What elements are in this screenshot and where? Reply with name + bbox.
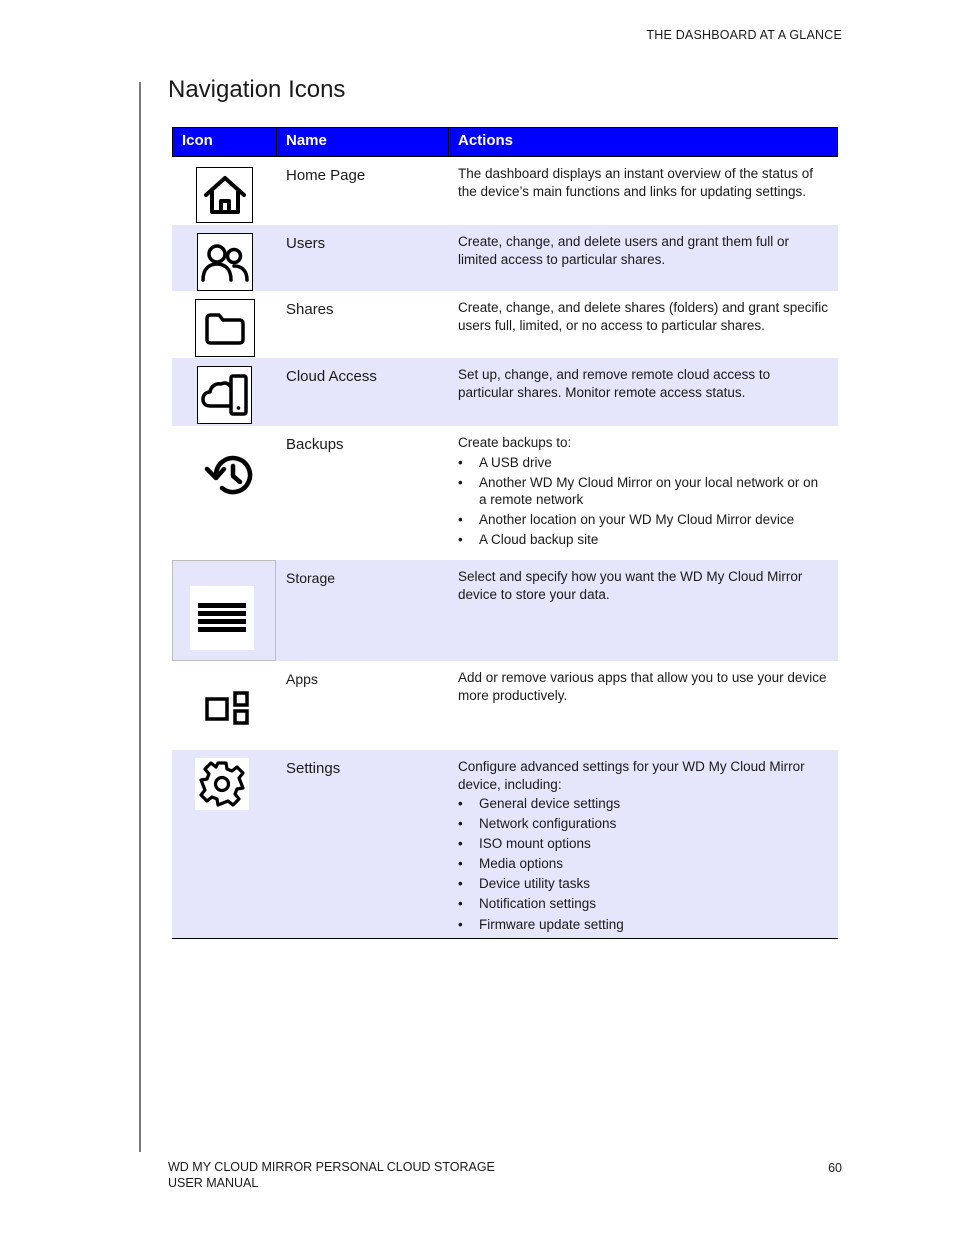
table-row bbox=[172, 225, 838, 291]
bullet-list bbox=[458, 454, 828, 549]
list-item: • Another WD My Cloud Mirror on your local network or on a remote network bbox=[458, 474, 828, 509]
footer-line-1: WD MY CLOUD MIRROR PERSONAL CLOUD STORAGE bbox=[168, 1160, 495, 1174]
list-item: • Another location on your WD My Cloud Mirror device bbox=[458, 511, 828, 529]
apps-icon bbox=[204, 690, 252, 726]
gear-icon bbox=[195, 758, 249, 810]
folder-icon bbox=[195, 299, 255, 357]
page-title: Navigation Icons bbox=[168, 76, 346, 103]
page-header: THE DASHBOARD AT A GLANCE bbox=[646, 28, 842, 42]
footer-doc-title bbox=[168, 1159, 495, 1191]
list-item: • Media options bbox=[458, 855, 828, 873]
row-name: Backups bbox=[286, 436, 344, 453]
row-action: Configure advanced settings for your WD My Cloud Mirror device, including: bbox=[458, 759, 805, 792]
table-header bbox=[172, 127, 838, 157]
row-name: Settings bbox=[286, 760, 341, 777]
row-action: Create backups to: bbox=[458, 435, 572, 450]
bullet-list bbox=[458, 795, 828, 933]
row-action: Set up, change, and remove remote cloud access to particular shares. Monitor remote access status. bbox=[458, 367, 771, 400]
row-action: Create, change, and delete shares (folders) and grant specific users full, limited, or no access to particular shares. bbox=[458, 300, 828, 333]
margin-rule bbox=[139, 82, 141, 1152]
row-name: Home Page bbox=[286, 167, 366, 184]
footer-line-2: USER MANUAL bbox=[168, 1176, 259, 1190]
row-name: Shares bbox=[286, 301, 334, 318]
table-row bbox=[172, 157, 838, 225]
row-action: The dashboard displays an instant overview of the status of the device’s main functions and links for updating settings. bbox=[458, 166, 813, 199]
column-header-name: Name bbox=[277, 128, 449, 156]
table-bottom-rule bbox=[172, 938, 838, 939]
row-name: Cloud Access bbox=[286, 368, 377, 385]
table-row bbox=[172, 426, 838, 560]
row-action: Add or remove various apps that allow you to use your device more productively. bbox=[458, 670, 827, 703]
table-row bbox=[172, 661, 838, 750]
list-item: • Firmware update setting bbox=[458, 916, 828, 934]
users-icon bbox=[197, 233, 253, 291]
cloud-phone-icon bbox=[197, 366, 252, 424]
table-row bbox=[172, 750, 838, 938]
navigation-icons-table bbox=[172, 127, 838, 939]
page-number: 60 bbox=[828, 1161, 842, 1175]
table-row bbox=[172, 358, 838, 426]
row-action: Create, change, and delete users and grant them full or limited access to particular shares. bbox=[458, 234, 789, 267]
history-icon bbox=[204, 452, 256, 498]
home-icon bbox=[196, 167, 253, 223]
storage-icon bbox=[190, 586, 254, 650]
list-item: • ISO mount options bbox=[458, 835, 828, 853]
list-item: • A Cloud backup site bbox=[458, 531, 828, 549]
list-item: • Notification settings bbox=[458, 895, 828, 913]
list-item: • General device settings bbox=[458, 795, 828, 813]
row-action: Select and specify how you want the WD My Cloud Mirror device to store your data. bbox=[458, 569, 803, 602]
table-row bbox=[172, 560, 838, 661]
row-name: Users bbox=[286, 235, 326, 252]
list-item: • Network configurations bbox=[458, 815, 828, 833]
column-header-icon: Icon bbox=[173, 128, 277, 156]
column-header-actions: Actions bbox=[458, 132, 514, 149]
list-item: • Device utility tasks bbox=[458, 875, 828, 893]
row-name: Apps bbox=[286, 671, 318, 687]
list-item: • A USB drive bbox=[458, 454, 828, 472]
row-name: Storage bbox=[286, 570, 336, 586]
table-row bbox=[172, 291, 838, 358]
